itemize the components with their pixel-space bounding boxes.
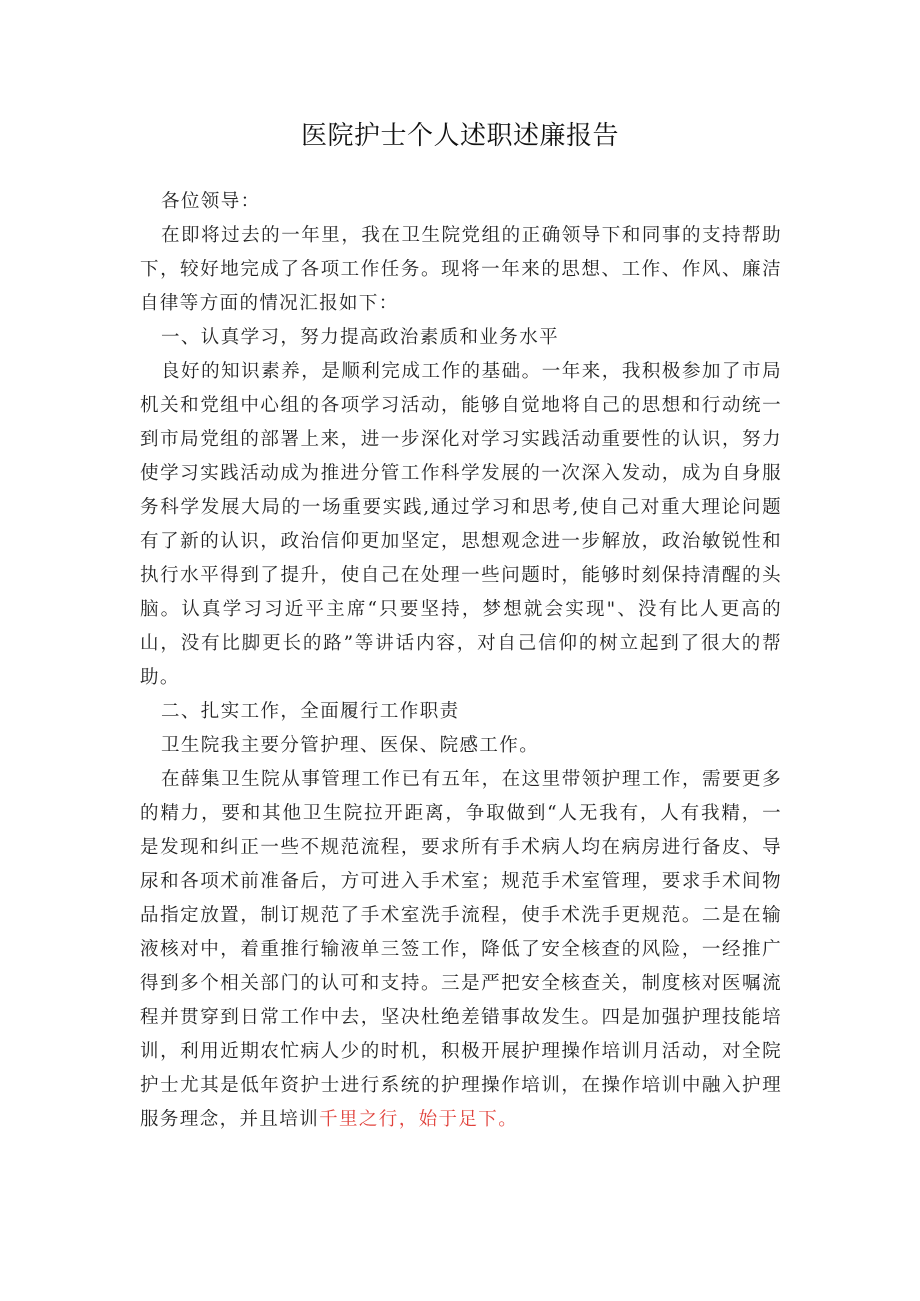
section-2-paragraph-text: 在薛集卫生院从事管理工作已有五年，在这里带领护理工作，需要更多的精力，要和其他卫生院拉开距离，争取做到“人无我有，人有我精，一是发现和纠正一些不规范流程，要求所有手术病人均在病房进行备皮、导尿和各项术前准备后，方可进入手术室；规范手术室管理，要求手术间物品指定放置，制订规范了手术室洗手流程，使手术洗手更规范。二是在输液核对中，着重推行输液单三签工作，降低了安全核查的风险，一经推广得到多个相关部门的认可和支持。三是严把安全核查关，制度核对医嘱流程并贯穿到日常工作中去，坚决杜绝差错事故发生。四是加强护理技能培训，利用近期农忙病人少的时机，积极开展护理操作培训月活动，对全院护士尤其是低年资护士进行系统的护理操作培训，在操作培训中融入护理服务理念，并且培训 [140, 769, 782, 1130]
section-1-heading: 一、认真学习，努力提高政治素质和业务水平 [161, 327, 560, 348]
document-title: 医院护士个人述职述廉报告 [300, 121, 619, 151]
section-1-paragraph: 良好的知识素养，是顺利完成工作的基础。一年来，我积极参加了市局机关和党组中心组的各项学习活动，能够自觉地将自己的思想和行动统一到市局党组的部署上来，进一步深化对学习实践活动重要性的认识，努力使学习实践活动成为推进分管工作科学发展的一次深入发动，成为自身服务科学发展大局的一场重要实践,通过学习和思考,使自己对重大理论问题有了新的认识，政治信仰更加坚定，思想观念进一步解放，政治敏锐性和执行水平得到了提升，使自己在处理一些问题时，能够时刻保持清醒的头脑。认真学习习近平主席“只要坚持，梦想就会实现"、没有比人更高的山，没有比脚更长的路”等讲话内容，对自己信仰的树立起到了很大的帮助。 [140, 361, 782, 688]
section-2-duties: 卫生院我主要分管护理、医保、院感工作。 [161, 735, 540, 756]
salutation: 各位领导： [161, 191, 261, 212]
section-2-heading: 二、扎实工作，全面履行工作职责 [161, 701, 460, 722]
section-2-paragraph [140, 763, 782, 1137]
intro-paragraph: 在即将过去的一年里，我在卫生院党组的正确领导下和同事的支持帮助下，较好地完成了各项工作任务。现将一年来的思想、工作、作风、廉洁自律等方面的情况汇报如下： [140, 225, 782, 314]
highlighted-red-text: 千里之行，始于足下。 [319, 1109, 519, 1130]
document-body [140, 185, 782, 1137]
